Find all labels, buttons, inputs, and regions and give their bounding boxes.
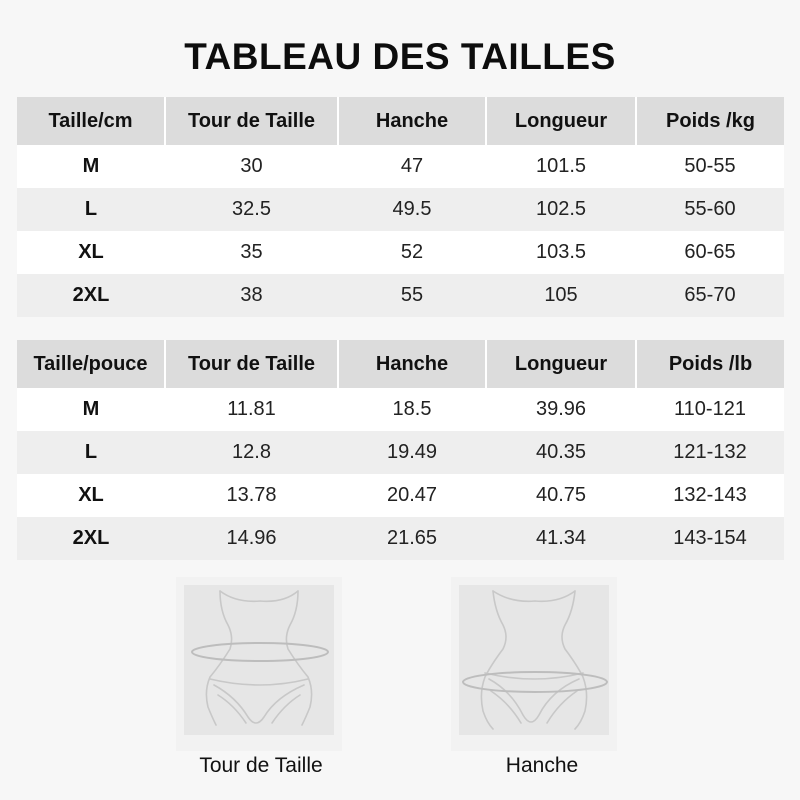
column-header: Hanche (338, 97, 486, 145)
waist-cell: 32.5 (165, 188, 338, 231)
size-cell: XL (17, 231, 165, 274)
table-header-row (17, 340, 784, 388)
hip-figure (451, 577, 617, 751)
waist-cell: 13.78 (165, 474, 338, 517)
waist-measurement-icon (176, 577, 342, 751)
size-cell: L (17, 431, 165, 474)
hip-cell: 52 (338, 231, 486, 274)
size-cell: 2XL (17, 517, 165, 560)
hip-cell: 47 (338, 145, 486, 188)
length-cell: 40.75 (486, 474, 636, 517)
hip-cell: 55 (338, 274, 486, 317)
weight-cell: 121-132 (636, 431, 784, 474)
waist-caption: Tour de Taille (199, 754, 323, 777)
waist-cell: 38 (165, 274, 338, 317)
weight-cell: 143-154 (636, 517, 784, 560)
waist-cell: 30 (165, 145, 338, 188)
table-row (17, 145, 784, 188)
length-cell: 41.34 (486, 517, 636, 560)
weight-cell: 110-121 (636, 388, 784, 431)
page-title: TABLEAU DES TAILLES (184, 36, 616, 77)
column-header: Tour de Taille (165, 340, 338, 388)
size-cell: M (17, 388, 165, 431)
size-cell: XL (17, 474, 165, 517)
hip-cell: 19.49 (338, 431, 486, 474)
column-header: Longueur (486, 340, 636, 388)
table-row (17, 231, 784, 274)
size-cell: L (17, 188, 165, 231)
waist-cell: 11.81 (165, 388, 338, 431)
hip-cell: 18.5 (338, 388, 486, 431)
column-header: Taille/cm (17, 97, 165, 145)
table-row (17, 474, 784, 517)
length-cell: 39.96 (486, 388, 636, 431)
hip-measurement-icon (451, 577, 617, 751)
size-table-inch (17, 340, 784, 560)
column-header: Hanche (338, 340, 486, 388)
length-cell: 40.35 (486, 431, 636, 474)
table-row (17, 388, 784, 431)
weight-cell: 60-65 (636, 231, 784, 274)
waist-cell: 12.8 (165, 431, 338, 474)
hip-caption: Hanche (505, 754, 579, 777)
waist-figure (176, 577, 342, 751)
hip-cell: 49.5 (338, 188, 486, 231)
weight-cell: 50-55 (636, 145, 784, 188)
table-row (17, 431, 784, 474)
column-header: Poids /kg (636, 97, 784, 145)
column-header: Longueur (486, 97, 636, 145)
waist-cell: 35 (165, 231, 338, 274)
table-row (17, 274, 784, 317)
table-row (17, 517, 784, 560)
column-header: Tour de Taille (165, 97, 338, 145)
weight-cell: 65-70 (636, 274, 784, 317)
size-cell: 2XL (17, 274, 165, 317)
length-cell: 103.5 (486, 231, 636, 274)
weight-cell: 55-60 (636, 188, 784, 231)
weight-cell: 132-143 (636, 474, 784, 517)
column-header: Poids /lb (636, 340, 784, 388)
length-cell: 102.5 (486, 188, 636, 231)
table-row (17, 188, 784, 231)
size-table-cm (17, 97, 784, 317)
length-cell: 101.5 (486, 145, 636, 188)
waist-cell: 14.96 (165, 517, 338, 560)
hip-cell: 21.65 (338, 517, 486, 560)
hip-cell: 20.47 (338, 474, 486, 517)
length-cell: 105 (486, 274, 636, 317)
size-cell: M (17, 145, 165, 188)
column-header: Taille/pouce (17, 340, 165, 388)
table-header-row (17, 97, 784, 145)
